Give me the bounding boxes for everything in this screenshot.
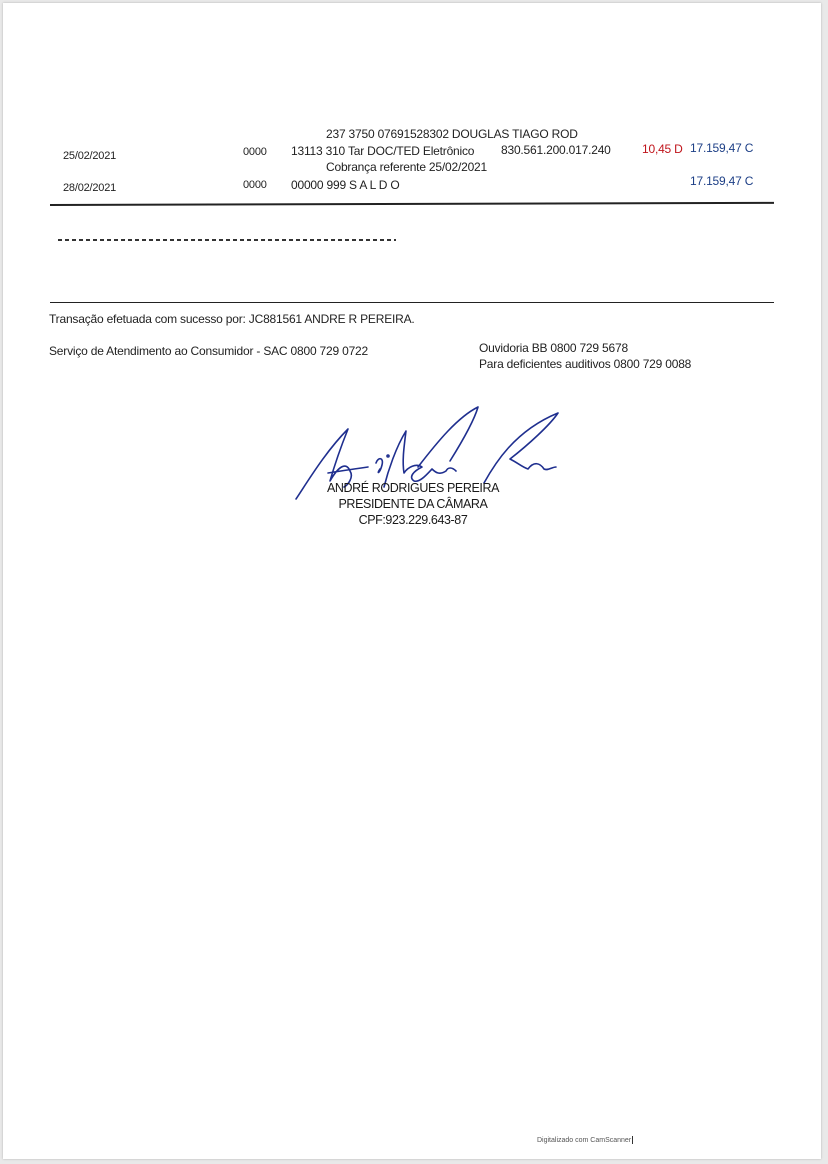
signatory-block — [303, 480, 523, 528]
transaction-1-note: Cobrança referente 25/02/2021 — [326, 160, 487, 174]
statement-divider — [50, 202, 774, 206]
dashed-separator — [58, 239, 396, 241]
ouvidoria-info: Ouvidoria BB 0800 729 5678 — [479, 341, 628, 355]
transaction-1-agency: 0000 — [243, 146, 267, 158]
text-cursor — [632, 1136, 633, 1144]
transaction-2-history: 00000 999 S A L D O — [291, 178, 400, 192]
scanner-watermark-text: Digitalizado com CamScanner — [537, 1136, 632, 1144]
signatory-title: PRESIDENTE DA CÂMARA — [338, 497, 488, 511]
scanner-watermark — [537, 1136, 633, 1144]
transaction-confirmation: Transação efetuada com sucesso por: JC881561 ANDRE R PEREIRA. — [49, 312, 415, 326]
deficientes-info: Para deficientes auditivos 0800 729 0088 — [479, 357, 692, 371]
signatory-cpf: CPF:923.229.643-87 — [358, 513, 468, 527]
document-page — [3, 3, 821, 1159]
transaction-1-date: 25/02/2021 — [63, 150, 117, 162]
transaction-1-balance: 17.159,47 C — [690, 141, 754, 155]
transaction-1-amount: 10,45 D — [642, 142, 683, 156]
sac-info: Serviço de Atendimento ao Consumidor - SAC 0800 729 0722 — [49, 344, 369, 358]
transaction-2-agency: 0000 — [243, 179, 267, 191]
transaction-2-date: 28/02/2021 — [63, 182, 117, 194]
footer-divider — [50, 302, 774, 303]
signatory-name: ANDRÉ RODRIGUES PEREIRA — [326, 481, 500, 495]
transaction-1-payee: 237 3750 07691528302 DOUGLAS TIAGO ROD — [326, 127, 578, 141]
transaction-1-document: 830.561.200.017.240 — [501, 143, 611, 157]
transaction-1-history: 13113 310 Tar DOC/TED Eletrônico — [291, 144, 475, 158]
transaction-2-balance: 17.159,47 C — [690, 174, 754, 188]
